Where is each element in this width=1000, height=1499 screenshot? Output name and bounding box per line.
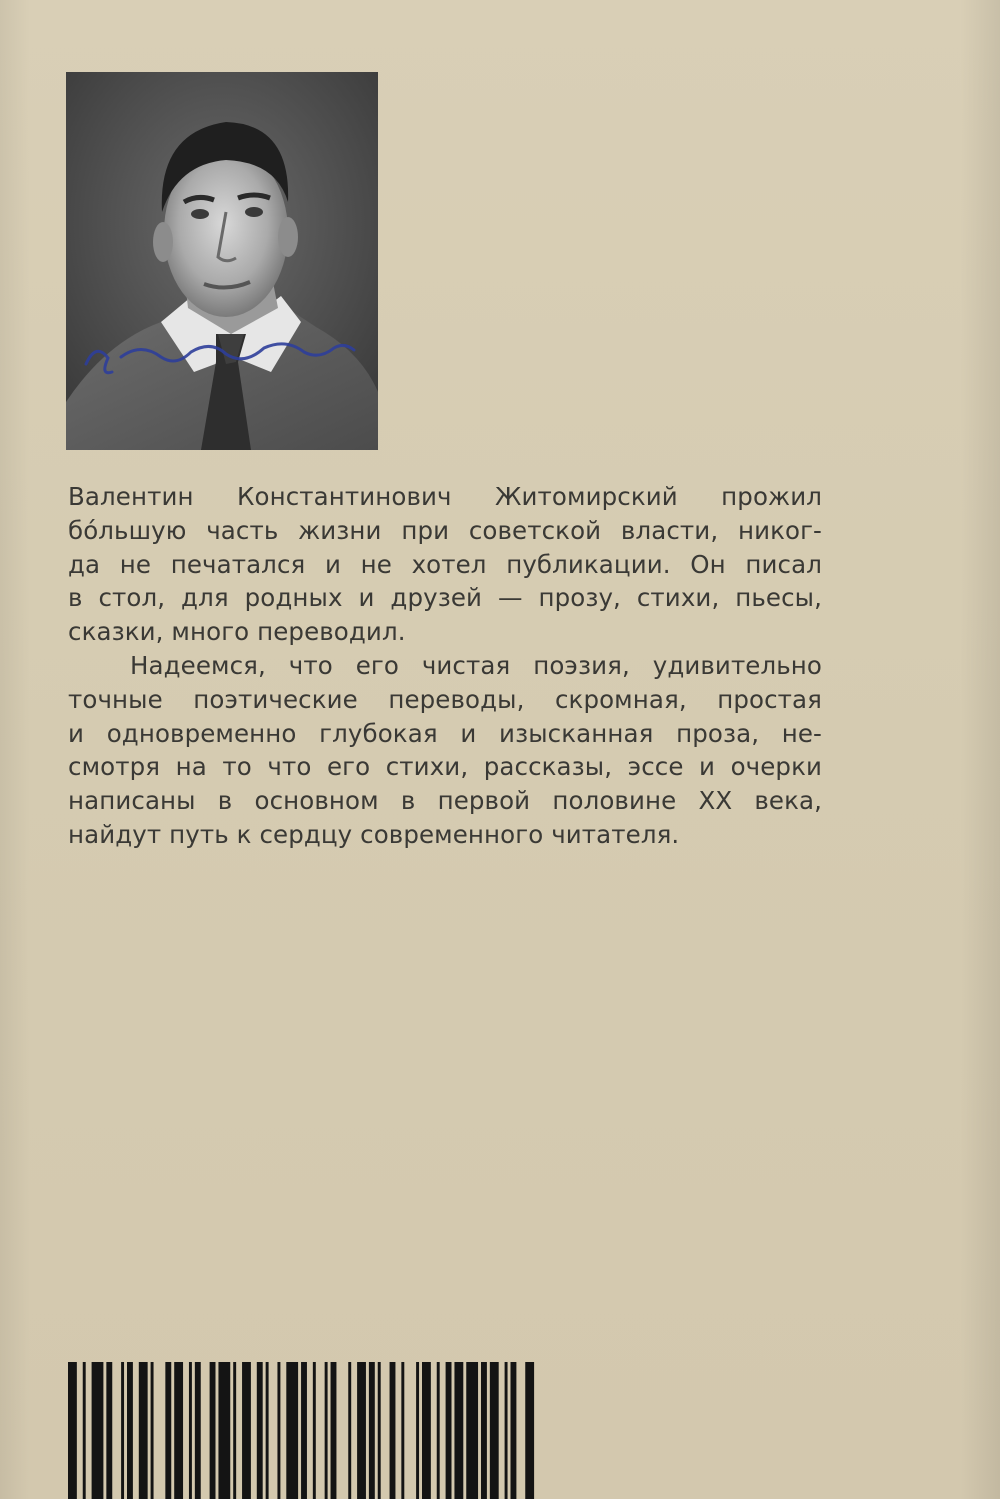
bio-paragraph-2	[68, 649, 822, 852]
bio-line: в стол, для родных и друзей — прозу, стихи, пьесы,	[68, 583, 822, 613]
bio-line: смотря на то что его стихи, рассказы, эссе и очерки	[68, 752, 822, 782]
barcode-bar	[466, 1362, 478, 1499]
barcode-bar	[454, 1362, 463, 1499]
barcode-bar	[331, 1362, 337, 1499]
barcode-bar	[422, 1362, 431, 1499]
barcode-bar	[121, 1362, 124, 1499]
bio-line: написаны в основном в первой половине XX века,	[68, 786, 822, 816]
barcode-bar	[151, 1362, 154, 1499]
barcode-bar	[277, 1362, 280, 1499]
bio-line: точные поэтические переводы, скромная, простая	[68, 684, 822, 714]
barcode-bar	[525, 1362, 534, 1499]
barcode-bar	[378, 1362, 381, 1499]
barcode-bar	[313, 1362, 316, 1499]
barcode-bar	[189, 1362, 192, 1499]
barcode-bar	[481, 1362, 487, 1499]
barcode-bar	[139, 1362, 148, 1499]
barcode-bar	[369, 1362, 375, 1499]
bio-line: Валентин Константинович Житомирский прожил	[68, 482, 822, 511]
barcode-bar	[490, 1362, 499, 1499]
barcode-bar	[286, 1362, 298, 1499]
barcode-bar	[165, 1362, 171, 1499]
barcode-bar	[437, 1362, 440, 1499]
bio-paragraph-1	[68, 480, 822, 649]
barcode-bar	[242, 1362, 251, 1499]
barcode-bar	[325, 1362, 328, 1499]
author-portrait-image	[66, 72, 378, 450]
bio-line: и одновременно глубокая и изысканная проза, не-	[68, 718, 822, 748]
barcode-bar	[210, 1362, 216, 1499]
barcode-bar	[174, 1362, 183, 1499]
barcode-bar	[348, 1362, 351, 1499]
barcode-bars	[68, 1362, 536, 1499]
barcode-bar	[218, 1362, 230, 1499]
barcode-bar	[446, 1362, 452, 1499]
barcode-bar	[505, 1362, 508, 1499]
bio-line: Надеемся, что его чистая поэзия, удивительно	[130, 650, 822, 680]
barcode-bar	[83, 1362, 86, 1499]
barcode-bar	[511, 1362, 517, 1499]
barcode-bar	[127, 1362, 133, 1499]
bio-line: бо́льшую часть жизни при советской власти, никог-	[68, 515, 822, 545]
barcode	[68, 1362, 536, 1499]
barcode-bar	[92, 1362, 104, 1499]
barcode-bar	[401, 1362, 404, 1499]
bio-line: сказки, много переводил.	[68, 617, 406, 647]
barcode-bar	[266, 1362, 269, 1499]
author-biography	[68, 480, 822, 852]
author-portrait	[66, 72, 378, 450]
barcode-bar	[357, 1362, 366, 1499]
barcode-bar	[106, 1362, 112, 1499]
barcode-bar	[195, 1362, 201, 1499]
barcode-bar	[390, 1362, 396, 1499]
barcode-bar	[68, 1362, 77, 1499]
barcode-bar	[257, 1362, 263, 1499]
barcode-bar	[233, 1362, 236, 1499]
barcode-bar	[416, 1362, 419, 1499]
bio-line: да не печатался и не хотел публикации. Он писал	[68, 549, 822, 579]
bio-line: найдут путь к сердцу современного читателя.	[68, 819, 680, 849]
barcode-bar	[301, 1362, 307, 1499]
